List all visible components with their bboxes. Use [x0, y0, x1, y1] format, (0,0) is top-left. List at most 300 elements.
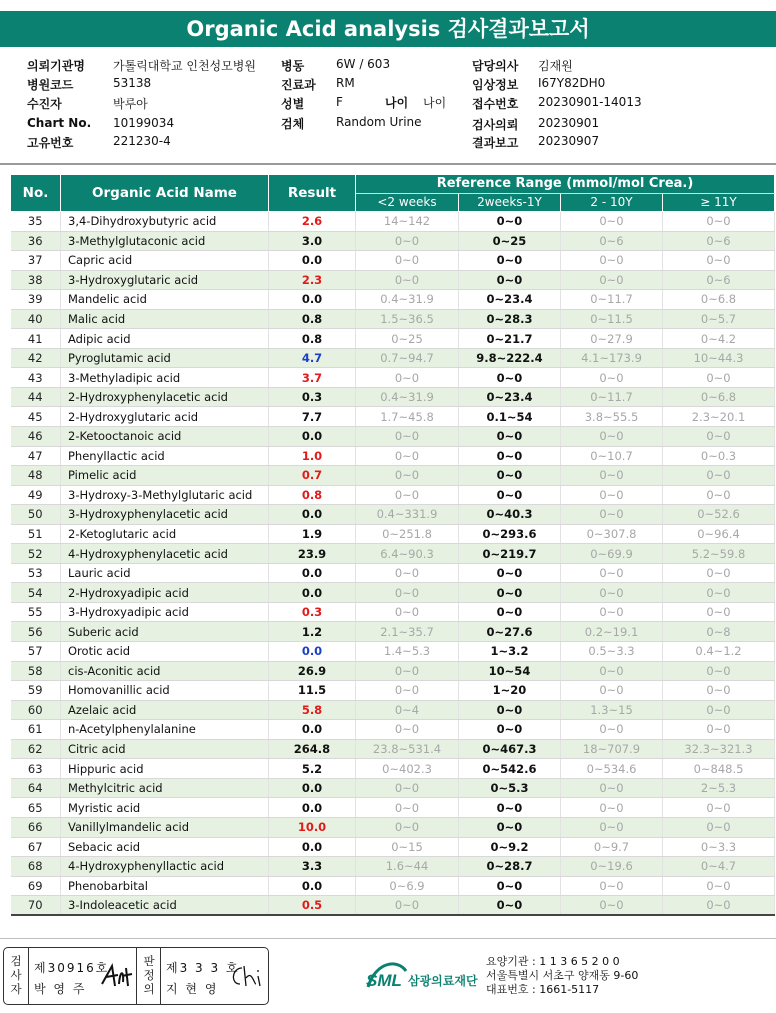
info-value: 53138	[113, 76, 152, 90]
result-value: 264.8	[269, 739, 356, 759]
range-2-10y: 0~0	[561, 427, 663, 447]
range-ge11y: 0~8	[663, 622, 775, 642]
acid-name: 3-Hydroxyphenylacetic acid	[61, 505, 269, 525]
range-2-10y: 0~0	[561, 563, 663, 583]
range-2w-1y: 0~25	[459, 231, 561, 251]
row-number: 66	[11, 817, 61, 837]
range-ge11y: 0~6	[663, 231, 775, 251]
info-label: 수진자	[27, 97, 62, 111]
range-lt2w: 6.4~90.3	[356, 544, 459, 564]
row-number: 37	[11, 251, 61, 271]
range-2w-1y: 0~0	[459, 466, 561, 486]
acid-name: 2-Ketooctanoic acid	[61, 427, 269, 447]
result-value: 0.0	[269, 290, 356, 310]
acid-name: n-Acetylphenylalanine	[61, 720, 269, 740]
company-address: 서울특별시 서초구 양재동 9-60	[486, 969, 639, 982]
row-number: 45	[11, 407, 61, 427]
acid-name: Lauric acid	[61, 563, 269, 583]
range-ge11y: 0~0	[663, 212, 775, 232]
result-value: 11.5	[269, 681, 356, 701]
range-lt2w: 1.7~45.8	[356, 407, 459, 427]
checker-label: 판 정 의	[143, 954, 155, 996]
acid-name: Pimelic acid	[61, 466, 269, 486]
range-2w-1y: 0~27.6	[459, 622, 561, 642]
row-number: 67	[11, 837, 61, 857]
table-row	[11, 544, 775, 564]
range-lt2w: 0~0	[356, 563, 459, 583]
row-number: 43	[11, 368, 61, 388]
range-2w-1y: 0~0	[459, 896, 561, 916]
company-address-block	[486, 955, 638, 997]
acid-name: Myristic acid	[61, 798, 269, 818]
range-2-10y: 0~19.6	[561, 857, 663, 877]
result-value: 4.7	[269, 348, 356, 368]
info-label: 접수번호	[472, 97, 519, 111]
row-number: 65	[11, 798, 61, 818]
info-label: 담당의사	[472, 59, 519, 73]
acid-name: 2-Hydroxyphenylacetic acid	[61, 387, 269, 407]
row-number: 68	[11, 857, 61, 877]
result-value: 0.0	[269, 563, 356, 583]
range-2-10y: 0~0	[561, 251, 663, 271]
table-row	[11, 798, 775, 818]
sml-logo	[364, 957, 408, 997]
table-row	[11, 837, 775, 857]
result-value: 5.2	[269, 759, 356, 779]
range-lt2w: 0~0	[356, 778, 459, 798]
range-2-10y: 0~0	[561, 583, 663, 603]
range-lt2w: 1.4~5.3	[356, 642, 459, 662]
acid-name: 2-Hydroxyglutaric acid	[61, 407, 269, 427]
range-2-10y: 0~0	[561, 602, 663, 622]
range-2w-1y: 9.8~222.4	[459, 348, 561, 368]
range-2w-1y: 0~23.4	[459, 387, 561, 407]
acid-name: Adipic acid	[61, 329, 269, 349]
range-lt2w: 0~0	[356, 602, 459, 622]
info-label: Chart No.	[27, 116, 92, 130]
result-value: 26.9	[269, 661, 356, 681]
range-2w-1y: 0~219.7	[459, 544, 561, 564]
table-row	[11, 759, 775, 779]
signature-box	[3, 947, 269, 1005]
range-2w-1y: 0~0	[459, 720, 561, 740]
company-name: 삼광의료재단	[408, 974, 478, 988]
range-ge11y: 0~6	[663, 270, 775, 290]
range-2-10y: 0~0	[561, 876, 663, 896]
header-range-lt2w: <2 weeks	[356, 193, 459, 212]
row-number: 55	[11, 602, 61, 622]
acid-name: 3-Methyladipic acid	[61, 368, 269, 388]
range-ge11y: 0~0	[663, 602, 775, 622]
table-row	[11, 387, 775, 407]
examiner-license: 제30916호	[34, 961, 110, 975]
range-ge11y: 0~0	[663, 681, 775, 701]
range-ge11y: 0~0	[663, 798, 775, 818]
acid-name: 4-Hydroxyphenylacetic acid	[61, 544, 269, 564]
acid-name: Homovanillic acid	[61, 681, 269, 701]
header-range-2-10y: 2 - 10Y	[561, 193, 663, 212]
range-2-10y: 0~11.7	[561, 290, 663, 310]
range-2-10y: 0~0	[561, 368, 663, 388]
info-value: 20230901	[538, 116, 600, 130]
sml-logo-text: SML	[366, 971, 402, 990]
range-lt2w: 2.1~35.7	[356, 622, 459, 642]
range-lt2w: 0~25	[356, 329, 459, 349]
info-label: 진료과	[281, 78, 316, 92]
checker-signature	[228, 962, 264, 990]
footer-divider	[0, 938, 776, 939]
header-reference-range: Reference Range (mmol/mol Crea.)	[356, 175, 775, 194]
table-row	[11, 720, 775, 740]
result-value: 23.9	[269, 544, 356, 564]
range-lt2w: 0~0	[356, 427, 459, 447]
range-2-10y: 0~0	[561, 798, 663, 818]
range-2-10y: 0.5~3.3	[561, 642, 663, 662]
range-2-10y: 0~0	[561, 270, 663, 290]
acid-name: Methylcitric acid	[61, 778, 269, 798]
result-value: 0.0	[269, 876, 356, 896]
range-2-10y: 0~11.5	[561, 309, 663, 329]
range-lt2w: 0~0	[356, 817, 459, 837]
range-2-10y: 0~0	[561, 817, 663, 837]
range-lt2w: 0.4~31.9	[356, 387, 459, 407]
range-ge11y: 0~0	[663, 466, 775, 486]
report-title: Organic Acid analysis 검사결과보고서	[0, 11, 776, 47]
range-2w-1y: 0~0	[459, 270, 561, 290]
range-2-10y: 0~0	[561, 466, 663, 486]
range-2-10y: 0~69.9	[561, 544, 663, 564]
range-ge11y: 0~0	[663, 817, 775, 837]
range-2w-1y: 0~0	[459, 563, 561, 583]
info-label: 고유번호	[27, 136, 74, 150]
row-number: 49	[11, 485, 61, 505]
range-2w-1y: 0~293.6	[459, 524, 561, 544]
range-2-10y: 0~0	[561, 485, 663, 505]
info-value: RM	[336, 76, 355, 90]
table-row	[11, 485, 775, 505]
table-row	[11, 270, 775, 290]
range-2-10y: 0~534.6	[561, 759, 663, 779]
result-value: 0.8	[269, 485, 356, 505]
row-number: 56	[11, 622, 61, 642]
result-value: 0.7	[269, 466, 356, 486]
table-row	[11, 329, 775, 349]
row-number: 48	[11, 466, 61, 486]
examiner-name: 박 영 주	[34, 982, 87, 996]
acid-name: Pyroglutamic acid	[61, 348, 269, 368]
range-ge11y: 0~52.6	[663, 505, 775, 525]
row-number: 53	[11, 563, 61, 583]
table-row	[11, 642, 775, 662]
row-number: 63	[11, 759, 61, 779]
range-2w-1y: 0~542.6	[459, 759, 561, 779]
range-lt2w: 0~15	[356, 837, 459, 857]
range-lt2w: 0~4	[356, 700, 459, 720]
range-ge11y: 0~4.7	[663, 857, 775, 877]
range-2-10y: 0~0	[561, 778, 663, 798]
range-2w-1y: 0~23.4	[459, 290, 561, 310]
range-2-10y: 0~27.9	[561, 329, 663, 349]
range-2w-1y: 0~0	[459, 876, 561, 896]
acid-name: Sebacic acid	[61, 837, 269, 857]
row-number: 46	[11, 427, 61, 447]
info-label: 검체	[281, 117, 305, 131]
result-value: 3.0	[269, 231, 356, 251]
range-ge11y: 0~0	[663, 661, 775, 681]
table-row	[11, 681, 775, 701]
table-row	[11, 251, 775, 271]
row-number: 62	[11, 739, 61, 759]
range-2w-1y: 0~0	[459, 700, 561, 720]
range-2w-1y: 0~9.2	[459, 837, 561, 857]
range-2w-1y: 0~0	[459, 368, 561, 388]
table-row	[11, 857, 775, 877]
result-value: 0.0	[269, 642, 356, 662]
result-value: 1.2	[269, 622, 356, 642]
table-row	[11, 407, 775, 427]
acid-name: Citric acid	[61, 739, 269, 759]
table-row	[11, 212, 775, 232]
acid-name: Vanillylmandelic acid	[61, 817, 269, 837]
patient-info	[0, 54, 776, 154]
row-number: 59	[11, 681, 61, 701]
acid-name: 4-Hydroxyphenyllactic acid	[61, 857, 269, 877]
range-ge11y: 0~0	[663, 583, 775, 603]
result-value: 0.0	[269, 251, 356, 271]
acid-name: 3-Indoleacetic acid	[61, 896, 269, 916]
row-number: 36	[11, 231, 61, 251]
header-name: Organic Acid Name	[61, 175, 269, 212]
info-value: 10199034	[113, 116, 175, 130]
acid-name: 3-Methylglutaconic acid	[61, 231, 269, 251]
table-row	[11, 427, 775, 447]
row-number: 52	[11, 544, 61, 564]
result-value: 0.0	[269, 778, 356, 798]
info-value: I67Y82DH0	[538, 76, 606, 90]
range-ge11y: 32.3~321.3	[663, 739, 775, 759]
range-lt2w: 1.5~36.5	[356, 309, 459, 329]
range-lt2w: 0~0	[356, 485, 459, 505]
result-value: 0.0	[269, 583, 356, 603]
range-2w-1y: 0~0	[459, 817, 561, 837]
info-label: 결과보고	[472, 136, 519, 150]
range-2-10y: 0~307.8	[561, 524, 663, 544]
range-2w-1y: 0~21.7	[459, 329, 561, 349]
acid-name: 3,4-Dihydroxybutyric acid	[61, 212, 269, 232]
info-label: 병원코드	[27, 78, 74, 92]
table-row	[11, 231, 775, 251]
row-number: 54	[11, 583, 61, 603]
range-2w-1y: 0~0	[459, 446, 561, 466]
row-number: 51	[11, 524, 61, 544]
checker-name: 지 현 영	[166, 982, 219, 996]
range-ge11y: 0~0	[663, 700, 775, 720]
range-2w-1y: 0~0	[459, 583, 561, 603]
range-ge11y: 0~6.8	[663, 290, 775, 310]
info-value: 20230907	[538, 134, 600, 148]
range-2w-1y: 0~0	[459, 212, 561, 232]
info-value: F	[336, 95, 343, 109]
range-ge11y: 0~0	[663, 427, 775, 447]
range-lt2w: 0~0	[356, 661, 459, 681]
range-lt2w: 23.8~531.4	[356, 739, 459, 759]
info-label: 검사의뢰	[472, 118, 519, 132]
table-row	[11, 446, 775, 466]
table-row	[11, 290, 775, 310]
info-value: 6W / 603	[336, 57, 391, 71]
range-2w-1y: 0~5.3	[459, 778, 561, 798]
examiner-label: 검 사 자	[10, 954, 22, 996]
company-phone: 대표번호 : 1661-5117	[486, 983, 600, 996]
result-value: 5.8	[269, 700, 356, 720]
range-2-10y: 0~0	[561, 661, 663, 681]
info-label: 성별	[281, 97, 305, 111]
range-2w-1y: 0~467.3	[459, 739, 561, 759]
row-number: 58	[11, 661, 61, 681]
range-ge11y: 0~848.5	[663, 759, 775, 779]
acid-name: cis-Aconitic acid	[61, 661, 269, 681]
table-row	[11, 817, 775, 837]
range-2w-1y: 0~28.3	[459, 309, 561, 329]
result-value: 2.6	[269, 212, 356, 232]
range-2-10y: 0~0	[561, 720, 663, 740]
info-divider	[0, 163, 776, 165]
range-lt2w: 0~0	[356, 896, 459, 916]
info-value: Random Urine	[336, 115, 422, 129]
range-lt2w: 0~0	[356, 251, 459, 271]
range-lt2w: 0~0	[356, 583, 459, 603]
table-row	[11, 348, 775, 368]
range-ge11y: 0~6.8	[663, 387, 775, 407]
range-2-10y: 0~0	[561, 896, 663, 916]
result-value: 0.0	[269, 720, 356, 740]
row-number: 39	[11, 290, 61, 310]
range-lt2w: 0~402.3	[356, 759, 459, 779]
table-row	[11, 602, 775, 622]
range-ge11y: 0~0	[663, 251, 775, 271]
row-number: 47	[11, 446, 61, 466]
range-ge11y: 10~44.3	[663, 348, 775, 368]
range-ge11y: 0~4.2	[663, 329, 775, 349]
range-lt2w: 0~251.8	[356, 524, 459, 544]
range-lt2w: 0~0	[356, 798, 459, 818]
range-ge11y: 2~5.3	[663, 778, 775, 798]
table-row	[11, 700, 775, 720]
acid-name: Hippuric acid	[61, 759, 269, 779]
range-ge11y: 0~0	[663, 368, 775, 388]
range-2-10y: 18~707.9	[561, 739, 663, 759]
row-number: 42	[11, 348, 61, 368]
range-lt2w: 0.7~94.7	[356, 348, 459, 368]
info-label: 의뢰기관명	[27, 59, 85, 73]
range-ge11y: 0~0	[663, 720, 775, 740]
range-2-10y: 0~10.7	[561, 446, 663, 466]
result-value: 1.9	[269, 524, 356, 544]
info-value: 가톨릭대학교 인천성모병원	[113, 59, 256, 73]
checker-license: 제3 3 3 호	[166, 961, 240, 975]
range-2w-1y: 0~0	[459, 798, 561, 818]
table-row	[11, 309, 775, 329]
range-2-10y: 0.2~19.1	[561, 622, 663, 642]
range-lt2w: 0~0	[356, 446, 459, 466]
row-number: 35	[11, 212, 61, 232]
acid-name: Mandelic acid	[61, 290, 269, 310]
result-value: 0.5	[269, 896, 356, 916]
range-lt2w: 0~0	[356, 466, 459, 486]
row-number: 61	[11, 720, 61, 740]
range-ge11y: 0~0.3	[663, 446, 775, 466]
range-2-10y: 0~0	[561, 681, 663, 701]
header-range-ge11y: ≥ 11Y	[663, 193, 775, 212]
range-2w-1y: 1~20	[459, 681, 561, 701]
range-2w-1y: 0~0	[459, 602, 561, 622]
row-number: 60	[11, 700, 61, 720]
result-value: 0.3	[269, 387, 356, 407]
acid-name: Phenyllactic acid	[61, 446, 269, 466]
table-row	[11, 739, 775, 759]
info-label: 병동	[281, 59, 305, 73]
acid-name: Malic acid	[61, 309, 269, 329]
results-table	[10, 174, 775, 916]
range-lt2w: 0~0	[356, 720, 459, 740]
acid-name: 3-Hydroxyadipic acid	[61, 602, 269, 622]
acid-name: Suberic acid	[61, 622, 269, 642]
row-number: 41	[11, 329, 61, 349]
range-2w-1y: 10~54	[459, 661, 561, 681]
table-row	[11, 622, 775, 642]
acid-name: 3-Hydroxyglutaric acid	[61, 270, 269, 290]
info-value: 20230901-14013	[538, 95, 642, 109]
range-lt2w: 14~142	[356, 212, 459, 232]
acid-name: 3-Hydroxy-3-Methylglutaric acid	[61, 485, 269, 505]
table-row	[11, 896, 775, 916]
acid-name: Azelaic acid	[61, 700, 269, 720]
table-row	[11, 505, 775, 525]
range-2-10y: 0~0	[561, 505, 663, 525]
table-row	[11, 661, 775, 681]
range-2w-1y: 0~0	[459, 427, 561, 447]
range-2-10y: 0~9.7	[561, 837, 663, 857]
table-row	[11, 368, 775, 388]
row-number: 57	[11, 642, 61, 662]
table-row	[11, 778, 775, 798]
range-lt2w: 0~0	[356, 368, 459, 388]
info-label: 임상정보	[472, 78, 519, 92]
range-2w-1y: 0~0	[459, 251, 561, 271]
row-number: 38	[11, 270, 61, 290]
institution-code: 요양기관 : 1 1 3 6 5 2 0 0	[486, 955, 620, 968]
range-lt2w: 0.4~331.9	[356, 505, 459, 525]
range-lt2w: 0.4~31.9	[356, 290, 459, 310]
range-lt2w: 0~6.9	[356, 876, 459, 896]
age-label: 나이	[385, 96, 409, 110]
info-value: 김재원	[538, 59, 573, 73]
range-2w-1y: 0.1~54	[459, 407, 561, 427]
range-2w-1y: 1~3.2	[459, 642, 561, 662]
range-ge11y: 0~96.4	[663, 524, 775, 544]
row-number: 50	[11, 505, 61, 525]
range-ge11y: 0~0	[663, 563, 775, 583]
result-value: 0.8	[269, 309, 356, 329]
info-value: 221230-4	[113, 134, 171, 148]
info-value: 박루아	[113, 97, 148, 111]
header-result: Result	[269, 175, 356, 212]
row-number: 64	[11, 778, 61, 798]
row-number: 70	[11, 896, 61, 916]
acid-name: Capric acid	[61, 251, 269, 271]
acid-name: 2-Hydroxyadipic acid	[61, 583, 269, 603]
result-value: 2.3	[269, 270, 356, 290]
